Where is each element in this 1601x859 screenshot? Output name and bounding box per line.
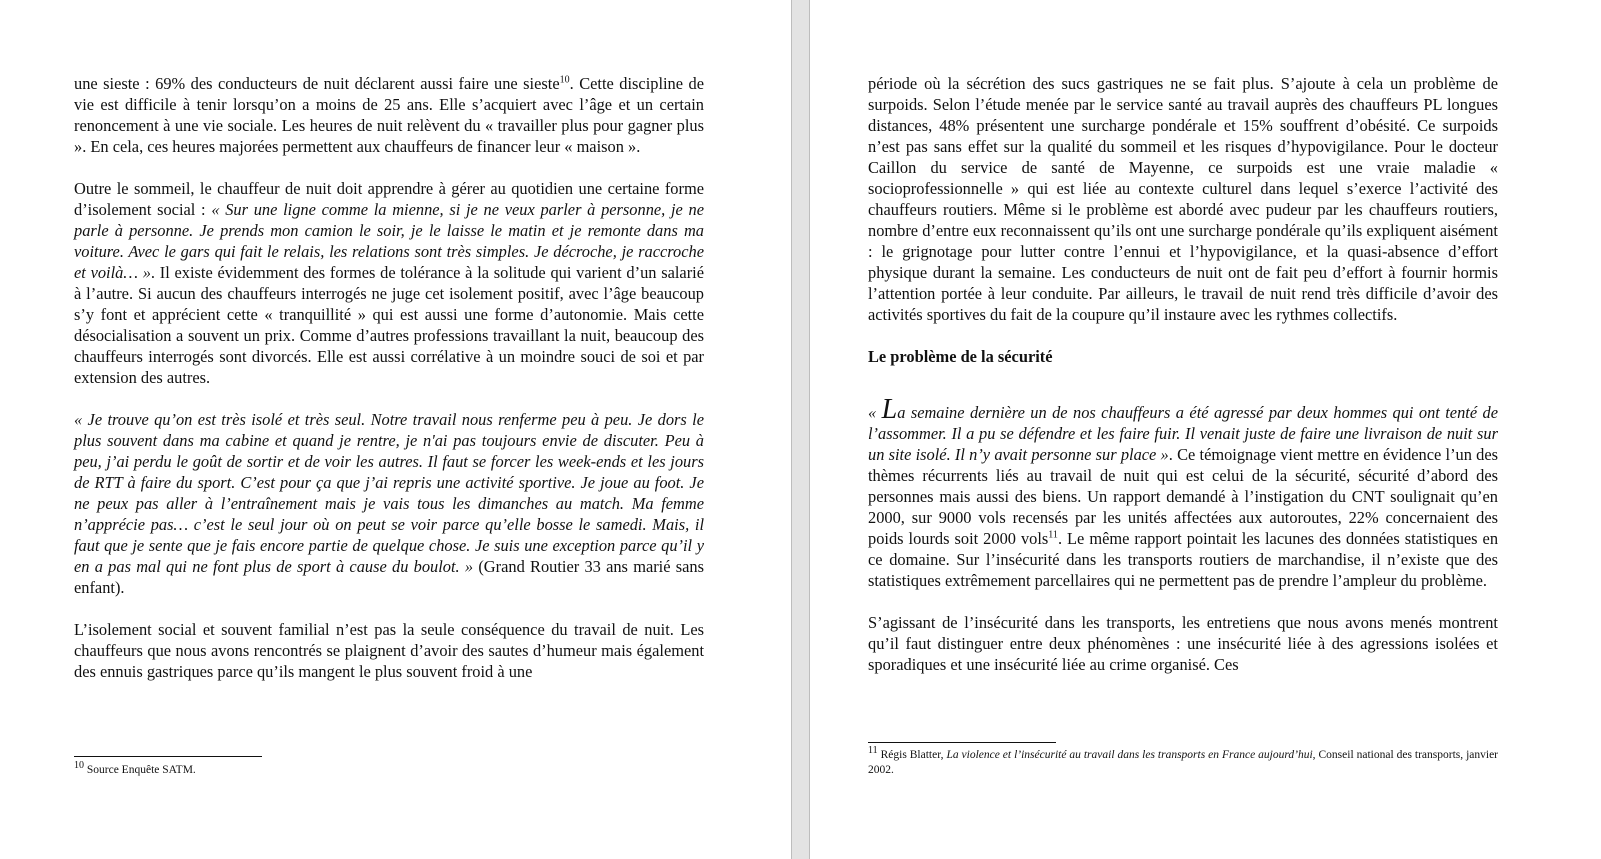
footnote: $^{11}$ Régis Blatter, La violence et l’insécurité au travail dans les transports en France aujourd’hui, Conseil national des transports, janvier 2002.	[868, 745, 1499, 776]
paragraph: une sieste : 69% des conducteurs de nuit déclarent aussi faire une sieste$^{10}$. Cette discipline de vie est difficile à tenir lorsqu’on a moins de 25 ans. Elle s’acquiert avec l’âge et un certain renoncement à une vie sociale. Les heures de nuit relèvent du « travailler plus pour gagner plus ». En cela, ces heures majorées permettent aux chauffeurs de financer leur « maison ».	[74, 74, 704, 156]
interview-quote: a semaine dernière un de nos chauffeurs a été agressé par deux hommes qui ont tenté de l’assommer. Il a pu se défendre et les faire fuir. Il venait juste de faire une livraison de nuit sur un site isolé. Il n’y avait personne sur place »	[868, 403, 1498, 464]
footnote-number: 11	[868, 745, 878, 757]
paragraph: Outre le sommeil, le chauffeur de nuit doit apprendre à gérer au quotidien une certaine forme d’isolement social : « Sur une ligne comme la mienne, si je ne veux parler à personne, je ne parle à personne. Je prends mon camion le soir, je le laisse le matin et je remonte dans ma voiture. Avec le gars qui fait le relais, les relations sont très simples. Je décroche, je raccroche et voilà… ». Il existe évidemment des formes de tolérance à la solitude qui varient d’un salarié à l’autre. Si aucun des chauffeurs interrogés ne juge cet isolement positif, avec l’âge beaucoup s’y font et apprécient cette « tranquillité » qui est aussi une forme d’autonomie. Mais cette désocialisation a souvent un prix. Comme d’autres professions travaillant la nuit, beaucoup des chauffeurs interrogés sont divorcés. Elle est aussi corrélative à un moindre souci de soi et par extension des autres.	[74, 179, 704, 387]
footnote-separator	[868, 742, 1056, 743]
page-body	[868, 73, 1498, 675]
drop-letter: L	[881, 394, 898, 425]
interview-quote: « Je trouve qu’on est très isolé et très seul. Notre travail nous renferme peu à peu. Je dors le plus souvent dans ma cabine et quand je rentre, je n'ai pas toujours envie de discuter. Peu à peu, j’ai perdu le goût de sortir et de voir les autres. Il faut se forcer les week-ends et les jours de RTT à faire du sport. C’est pour ça que j’ai repris une activité sportive. Je joue au foot. Je ne peux pas aller à l’entraînement mais je vais tous les dimanches au match. Ma femme n’apprécie pas… c’est le seul jour où on peut se voir parce qu’elle bosse le samedi. Mais, il faut que je sente que je fais encore partie de quelque chose. Je suis une exception parce qu’il y en a pas mal qui ne font plus de sport à cause du boulot. »	[74, 410, 704, 576]
footnote: $^{10}$ Source Enquête SATM.	[74, 760, 196, 776]
footnote-ref[interactable]: 11	[1048, 529, 1058, 541]
paragraph: S’agissant de l’insécurité dans les transports, les entretiens que nous avons menés montrent qu’il faut distinguer entre deux phénomènes : une insécurité liée à des agressions isolées et sporadiques et une insécurité liée au crime organisé. Ces	[868, 613, 1498, 674]
paragraph: période où la sécrétion des sucs gastriques ne se fait plus. S’ajoute à cela un problème de surpoids. Selon l’étude menée par le service santé au travail auprès des chauffeurs PL longues distances, 48% présentent une surcharge pondérale et 15% souffrent d’obésité. Ce surpoids n’est pas sans effet sur la qualité du sommeil et les risques d’hypovigilance. Pour le docteur Caillon du service de santé de Mayenne, ce surpoids est une vraie maladie « socioprofessionnelle » qui est liée au contexte culturel dans lequel s’exerce l’activité des chauffeurs routiers. Même si le problème est abordé avec pudeur par les chauffeurs routiers, nombre d’entre eux reconnaissent qu’ils ont une surcharge pondérale qu’ils expliquent aisément : le grignotage pour lutter contre l’ennui et l’hypovigilance, et la quasi-absence d’effort physique durant la semaine. Les conducteurs de nuit ont de fait peu d’effort à fournir hormis l’attention portée à leur conduite. Par ailleurs, le travail de nuit rend très difficile d’avoir des activités sportives du fait de la coupure qu’il instaure avec les rythmes collectifs.	[868, 74, 1498, 324]
document-page-left	[0, 0, 791, 859]
interview-quote: « Sur une ligne comme la mienne, si je ne veux parler à personne, je ne parle à personne. Je prends mon camion le soir, je le laisse le matin et je remonte dans ma voiture. Avec le gars qui fait le relais, les relations sont très simples. Je décroche, je raccroche et voilà… »	[74, 200, 704, 282]
document-page-right	[810, 0, 1601, 859]
footnote-number: 10	[74, 760, 84, 772]
paragraph-quote: « Je trouve qu’on est très isolé et très seul. Notre travail nous renferme peu à peu. Je dors le plus souvent dans ma cabine et quand je rentre, je n'ai pas toujours envie de discuter. Peu à peu, j’ai perdu le goût de sortir et de voir les autres. Il faut se forcer les week-ends et les jours de RTT à faire du sport. C’est pour ça que j’ai repris une activité sportive. Je joue au foot. Je ne peux pas aller à l’entraînement mais je vais tous les dimanches au match. Ma femme n’apprécie pas… c’est le seul jour où on peut se voir parce qu’elle bosse le samedi. Mais, il faut que je sente que je fais encore partie de quelque chose. Je suis une exception parce qu’il y en a pas mal qui ne font plus de sport à cause du boulot. » (Grand Routier 33 ans marié sans enfant).	[74, 410, 704, 597]
cited-title: La violence et l’insécurité au travail dans les transports en France aujourd’hui	[946, 749, 1313, 761]
footnote-ref[interactable]: 10	[559, 74, 570, 86]
paragraph: « La semaine dernière un de nos chauffeurs a été agressé par deux hommes qui ont tenté de l’assommer. Il a pu se défendre et les faire fuir. Il venait juste de faire une livraison de nuit sur un site isolé. Il n’y avait personne sur place ». Ce témoignage vient mettre en évidence l’un des thèmes récurrents liés au travail de nuit qui est celui de la sécurité, sécurité d’abord des personnes mais aussi des biens. Un rapport demandé à l’instigation du CNT soulignait qu’en 2000, sur 9000 vols recensés par les unités affectées aux autoroutes, 22% concernaient des poids lourds soit 2000 vols$^{11}$. Le même rapport pointait les lacunes des données statistiques en ce domaine. Sur l’insécurité dans les transports routiers de marchandise, il n’existe que des statistiques extrêmement parcellaires qui ne permettent pas de prendre l’ampleur du problème.	[868, 394, 1499, 590]
page-body	[74, 73, 704, 682]
page-gap	[791, 0, 810, 859]
section-heading: Le problème de la sécurité	[868, 347, 1053, 366]
paragraph: L’isolement social et souvent familial n’est pas la seule conséquence du travail de nuit. Les chauffeurs que nous avons rencontrés se plaignent d’avoir des sautes d’humeur mais également des ennuis gastriques parce qu’ils mangent le plus souvent froid à une	[74, 620, 704, 681]
footnote-separator	[74, 756, 262, 757]
